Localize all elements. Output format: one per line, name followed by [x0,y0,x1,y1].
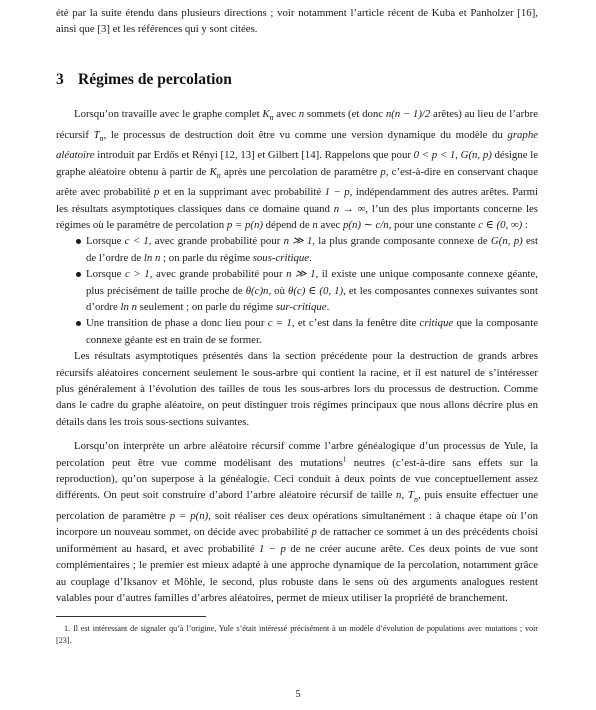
intro-text: été par la suite étendu dans plusieurs directions ; voir notamment l’article récent de Kuba et Panholzer [16], ainsi que [3] et les références qui y sont citées. [56,7,538,36]
list-item-sous-critique: Lorsque c < 1, avec grande probabilité pour n ≫ 1, la plus grande composante connexe de G(n, p) est de l’ordre de ln n ; on parle du régime sous-critique. [56,233,538,266]
list-item-sur-critique: Lorsque c > 1, avec grande probabilité pour n ≫ 1, il existe une unique composante connexe géante, plus précisément de taille proche de θ(c)n, où θ(c) ∈ (0, 1), et les composantes connexes suivantes sont d’ordre ln n seulement ; on parle du régime sur-critique. [56,266,538,315]
bullet-icon [76,321,81,326]
bullet-icon [76,239,81,244]
footnote-text: Il est intéressant de signaler qu’à l’origine, Yule s’était intéressé précisément à un modèle d’évolution de populations avec mutations ; voir [23]. [56,624,538,645]
paragraph-resultats: Les résultats asymptotiques présentés dans la section précédente pour la destruction de grands arbres récursifs aléatoires concernent seulement le sous-arbre qui contient la racine, et il est naturel de s’intéresser plus généralement à l’évolution des tailles de tous les sous-arbres lors du processus de destruction. Comme dans le cadre du graphe aléatoire, on peut distinguer trois régimes principaux que nous allons décrire plus en détails dans les trois sous-sections suivantes. [56,350,538,428]
paragraph-yule: Lorsqu’on interprète un arbre aléatoire récursif comme l’arbre généalogique d’un processus de Yule, la percolation peut être vue comme modélisant des mutations$^1$ neutres (c’est-à-dire sans effets sur la reproduction), qu’on superpose à la généalogie. Ceci conduit à deux points de vue conceptuellement assez différents. On peut soit construire d’abord l’arbre aléatoire récursif de taille n, $T_n$, puis ensuite effectuer une percolation de paramètre p = p(n), soit réaliser ces deux opérations simultanément : à chaque étape où l’on incorpore un nouveau sommet, on décide avec probabilité p de rattacher ce sommet à un des précédents choisi uniformément au hasard, et avec probabilité 1 − p de ne créer aucune arête. Ces deux points de vue sont complémentaires ; le premier est mieux adapté à une approche dynamique de la percolation, notamment grâce au couplage d’Iksanov et Möhle, le second, plus robuste dans le sens où des arguments analogues restent valables pour d’autres familles d’arbres aléatoires, permet de mieux utiliser la propriété de branchement. [56,440,539,604]
section-body [56,106,538,606]
bullet-icon [76,272,81,277]
list-item-critique: Une transition de phase a donc lieu pour c = 1, et c’est dans la fenêtre dite critique que la composante connexe géante est en train de se former. [56,315,538,348]
footnote-marker[interactable]: 1 [342,455,347,463]
page-number: 5 [295,689,301,700]
footnote [56,623,538,646]
section-title: Régimes de percolation [78,71,232,88]
footnote-number: 1. [64,624,71,633]
paragraph-graphe-complet: Lorsqu’on travaille avec le graphe complet $K_n$ avec n sommets (et donc n(n − 1)/2 arêtes) au lieu de l’arbre récursif $T_n$, le processus de destruction doit être vu comme une version dynamique du modèle du graphe aléatoire introduit par Erdős et Rényi [12, 13] et Gilbert [14]. Rappelons que pour 0 < p < 1, G(n, p) désigne le graphe aléatoire obtenu à partir de $K_n$ après une percolation de paramètre p, c’est-à-dire en conservant chaque arête avec probabilité p et en la supprimant avec probabilité 1 − p, indépendamment des autres arêtes. Parmi les résultats asymptotiques classiques dans ce domaine quand n → ∞, l’un des plus importants concerne les régimes où le paramètre de percolation p = p(n) dépend de n avec p(n) ∼ c/n, pour une constante c ∈ (0, ∞) : [56,108,539,231]
footnote-rule [56,616,206,617]
section-heading [56,71,232,89]
section-number: 3 [56,71,64,88]
intro-paragraph [56,5,538,38]
regime-list [56,233,538,348]
